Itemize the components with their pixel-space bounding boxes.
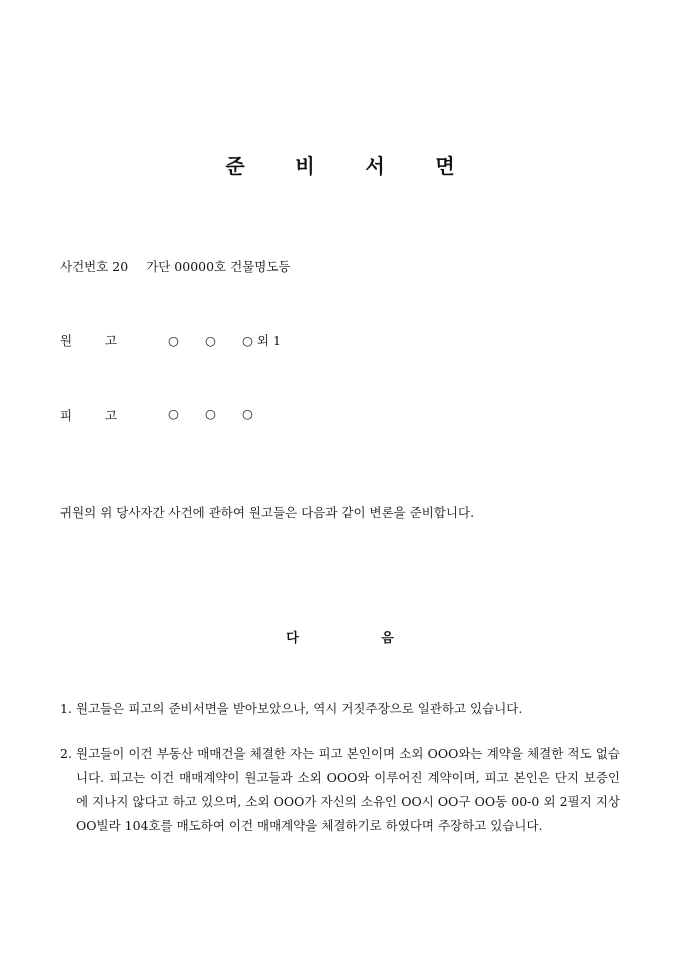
name-placeholder: ○ [205,406,216,421]
list-item-number: 2. [60,746,72,761]
list-item [60,742,620,838]
case-detail: 가단 00000호 건물명도등 [146,259,291,274]
list-item [60,697,620,721]
plaintiff-suffix: 외 1 [256,333,281,348]
section-heading [0,627,680,646]
defendant-name [168,406,253,421]
defendant-role-char: 피 [60,408,73,423]
defendant-line [60,406,253,424]
page-title [0,150,680,179]
list-item-text: 원고들은 피고의 준비서면을 받아보았으나, 역시 거짓주장으로 일관하고 있습니다. [76,701,523,716]
list-item-text: 원고들이 이건 부동산 매매건을 체결한 자는 피고 본인이며 소외 OOO와는 계약을 체결한 적도 없습니다. 피고는 이건 매매계약이 원고들과 소외 OOO와 이루어진 계약이며, 피고 본인은 단지 보증인에 지나지 않다고 하고 있으며, 소외 OOO가 자신의 소유인 OO시 OO구 OO동 00-0 외 2필지 지상 OO빌라 104호를 매도하여 이건 매매계약을 체결하기로 하였다며 주장하고 있습니다. [76,746,620,833]
plaintiff-role-char: 원 [60,333,73,348]
name-placeholder: ○ [242,406,253,421]
plaintiff-name [168,331,281,349]
intro-paragraph: 귀원의 위 당사자간 사건에 관하여 원고들은 다음과 같이 변론을 준비합니다. [60,505,475,520]
list-item-number: 1. [60,701,72,716]
name-placeholder: ○ [205,333,216,348]
heading-char: 다 [286,631,299,646]
plaintiff-role-char: 고 [105,333,118,348]
case-number-line [60,257,291,275]
title-char: 비 [295,154,315,178]
case-number: 사건번호 20 [60,259,129,274]
defendant-role-char: 고 [105,408,118,423]
title-char: 면 [435,154,455,178]
title-char: 준 [225,154,245,178]
heading-char: 음 [381,631,394,646]
name-placeholder: ○ [168,406,179,421]
title-char: 서 [365,154,385,178]
name-placeholder: ○ [242,333,253,348]
name-placeholder: ○ [168,333,179,348]
plaintiff-line [60,331,281,349]
